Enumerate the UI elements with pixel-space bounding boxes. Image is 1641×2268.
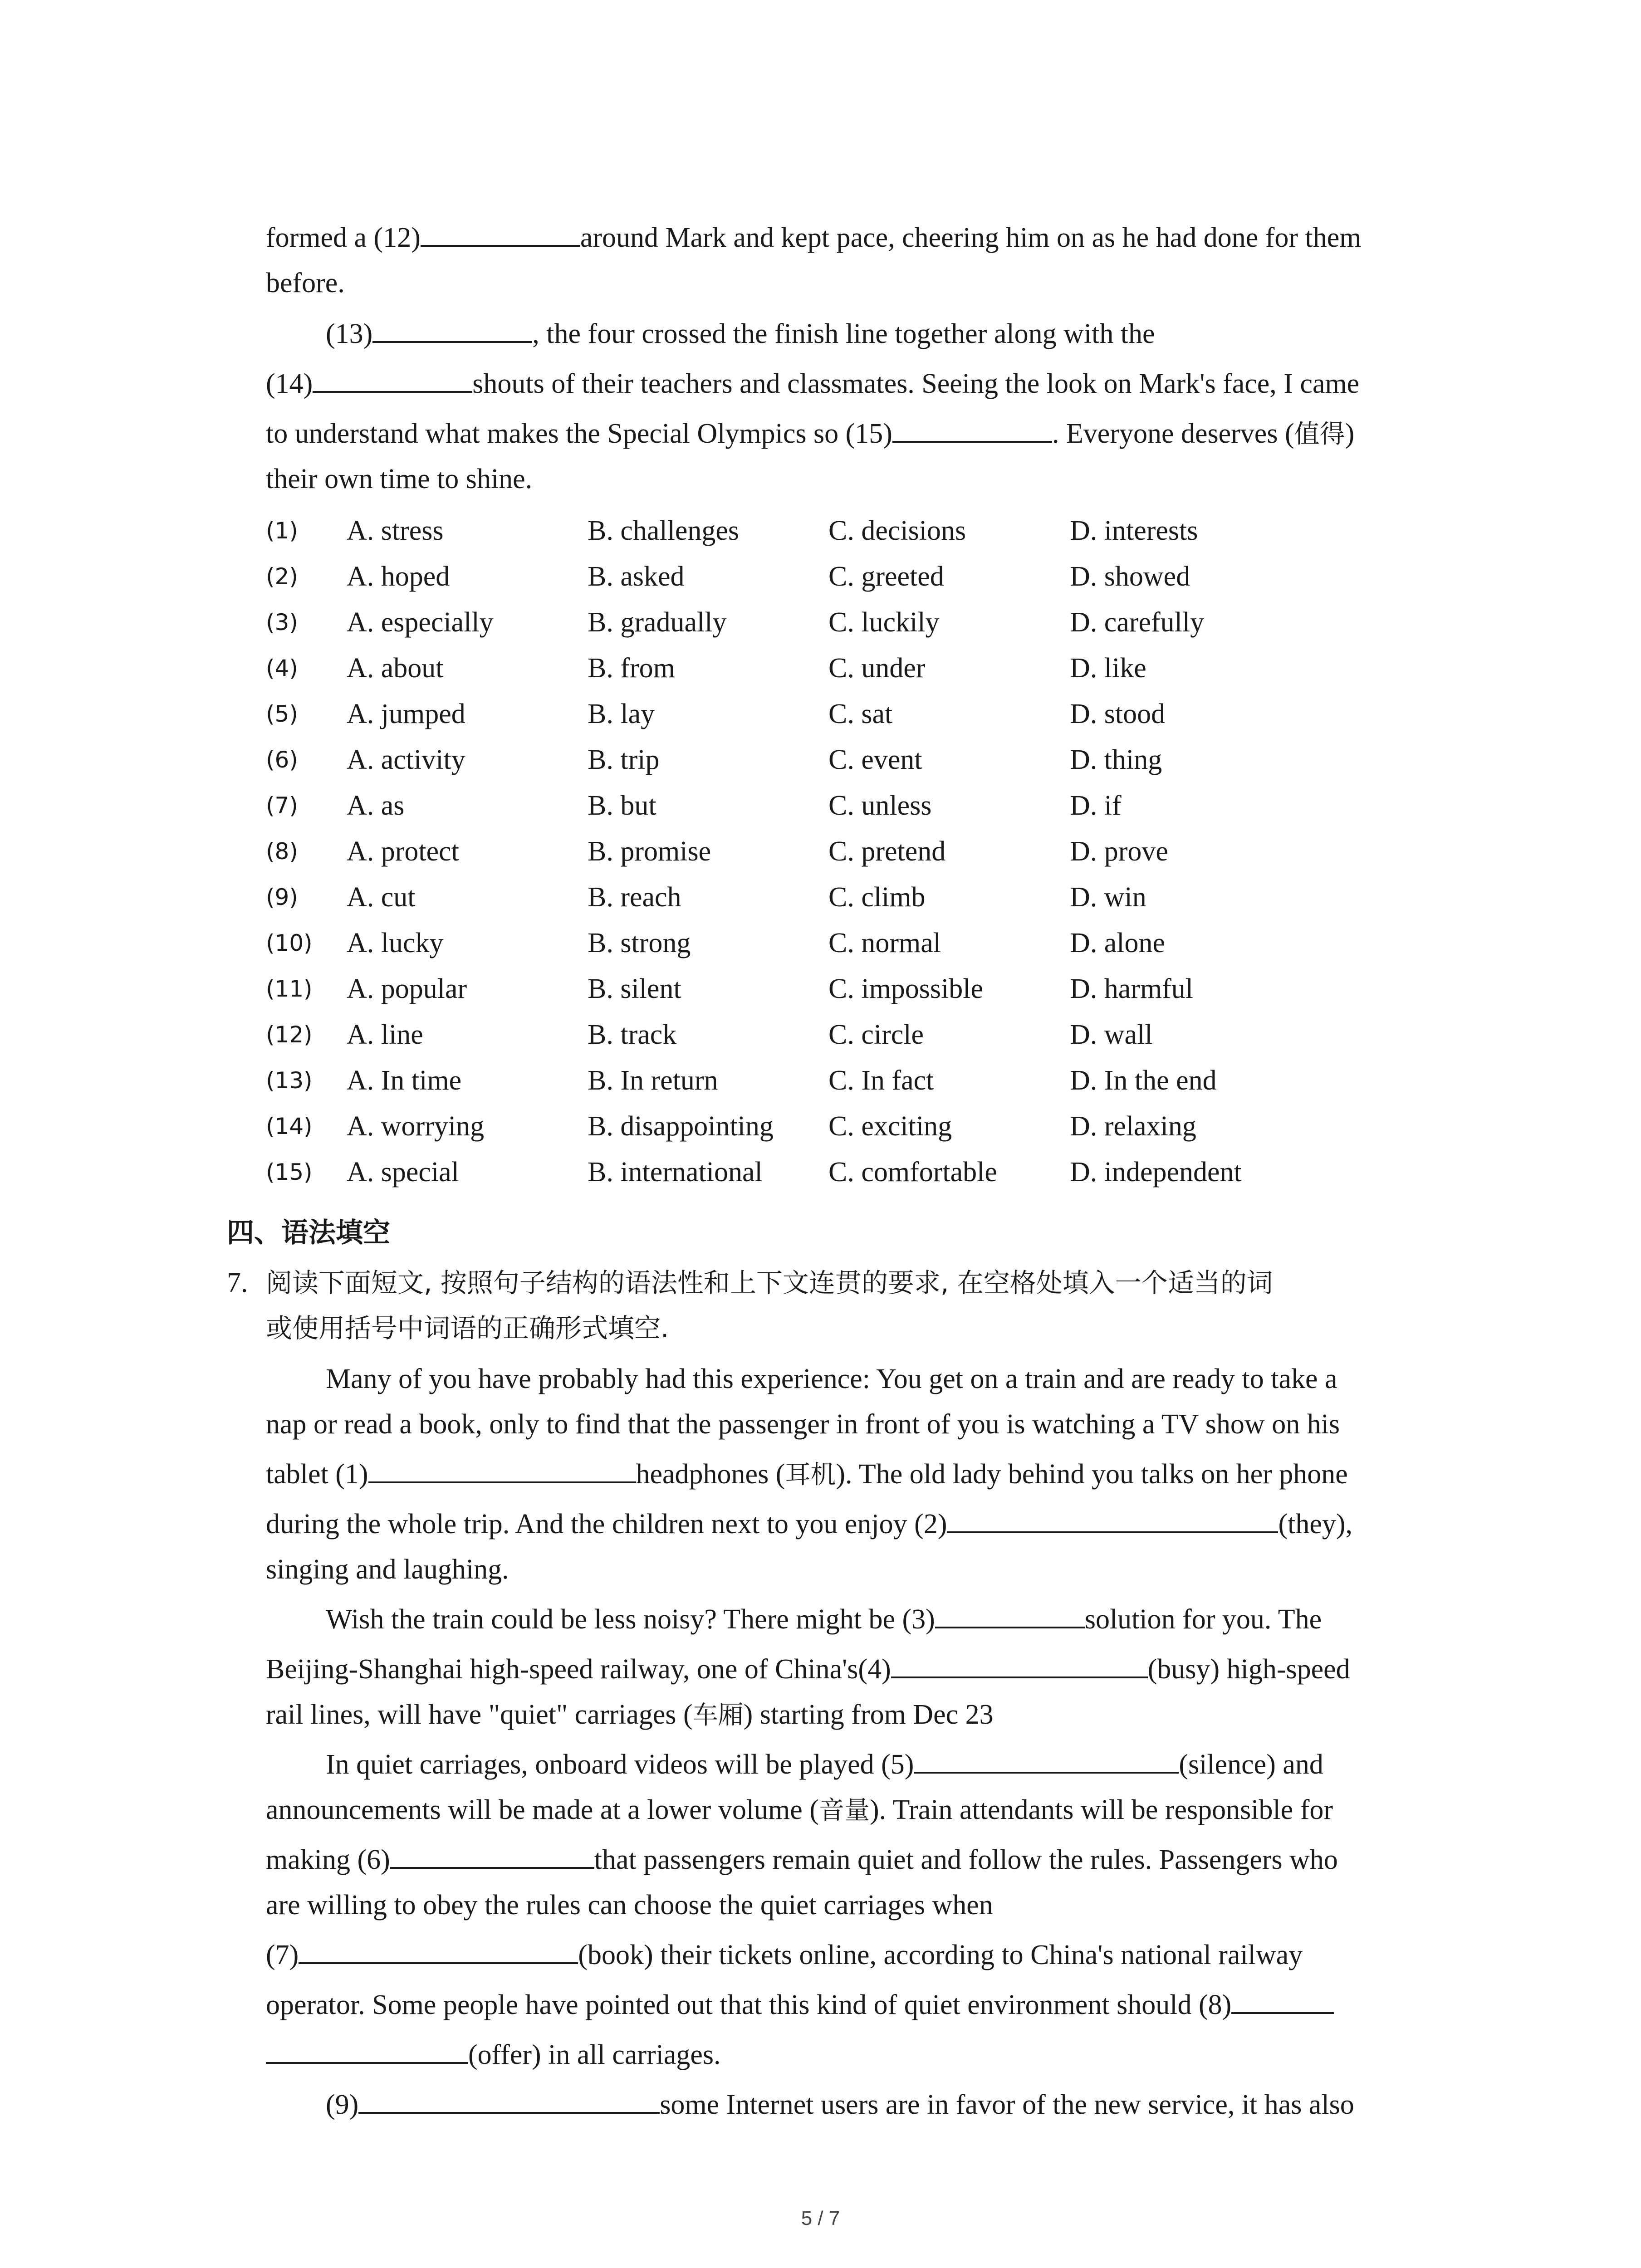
option-a[interactable]: A. jumped — [347, 699, 465, 729]
option-a[interactable]: A. hoped — [347, 561, 450, 592]
option-d[interactable]: D. harmful — [1070, 973, 1194, 1004]
option-number: (10) — [266, 930, 313, 956]
option-d[interactable]: D. like — [1070, 653, 1146, 684]
option-c[interactable]: C. circle — [828, 1019, 924, 1050]
passage2-line-10 — [266, 1787, 1445, 1833]
text: announcements will be made at a lower volume ( — [266, 1794, 819, 1825]
option-d[interactable]: D. win — [1070, 882, 1146, 913]
page-number: 5 / 7 — [801, 2207, 840, 2229]
chinese-gloss: 音量 — [818, 1796, 870, 1825]
text: ) starting from Dec 23 — [743, 1699, 994, 1730]
option-c[interactable]: C. sat — [828, 699, 893, 729]
passage2-line-15 — [266, 2032, 1445, 2077]
passage1-line-5 — [266, 411, 1445, 457]
text: In quiet carriages, onboard videos will be played (5) — [326, 1749, 914, 1780]
option-a[interactable]: A. worrying — [347, 1111, 485, 1142]
option-b[interactable]: B. silent — [588, 973, 681, 1004]
text: (7) — [266, 1940, 299, 1970]
option-b[interactable]: B. lay — [588, 699, 655, 729]
blank-13[interactable] — [372, 313, 532, 343]
instruction-line-1: 阅读下面短文, 按照句子结构的语法性和上下文连贯的要求, 在空格处填入一个适当的词 — [266, 1267, 1273, 1298]
option-row — [266, 554, 1491, 600]
option-b[interactable]: B. challenges — [588, 515, 740, 546]
text: (offer) in all carriages. — [468, 2039, 721, 2070]
option-d[interactable]: D. stood — [1070, 699, 1166, 729]
option-number: (6) — [266, 747, 298, 773]
text: some Internet users are in favor of the new service, it has also — [660, 2089, 1354, 2120]
option-row — [266, 508, 1491, 554]
option-c[interactable]: C. In fact — [828, 1065, 934, 1096]
text: ) — [1345, 418, 1355, 449]
text: (13) — [326, 318, 373, 349]
option-d[interactable]: D. if — [1070, 790, 1122, 821]
blank-2[interactable] — [947, 1503, 1278, 1533]
text: . Everyone deserves ( — [1052, 418, 1294, 449]
text: operator. Some people have pointed out that this kind of quiet environment should (8) — [266, 1989, 1232, 2020]
blank-3[interactable] — [935, 1598, 1085, 1628]
chinese-gloss: 耳机 — [785, 1460, 836, 1490]
option-b[interactable]: B. from — [588, 653, 675, 684]
option-number: (2) — [266, 563, 298, 590]
option-d[interactable]: D. wall — [1070, 1019, 1153, 1050]
text: making (6) — [266, 1844, 390, 1875]
text: , the four crossed the finish line together along with the — [532, 318, 1155, 349]
option-d[interactable]: D. thing — [1070, 744, 1162, 775]
section-title: 四、语法填空 — [227, 1217, 390, 1249]
option-d[interactable]: D. relaxing — [1070, 1111, 1196, 1142]
option-c[interactable]: C. exciting — [828, 1111, 952, 1142]
option-number: (7) — [266, 792, 298, 819]
option-b[interactable]: B. strong — [588, 928, 691, 958]
text: to understand what makes the Special Olympics so (15) — [266, 418, 892, 449]
option-row — [266, 920, 1491, 966]
passage1-line-4 — [266, 361, 1445, 406]
text: (silence) and — [1179, 1749, 1323, 1780]
option-row — [266, 600, 1491, 645]
passage2-line-5: singing and laughing. — [266, 1554, 509, 1585]
text: Wish the train could be less noisy? There might be (3) — [326, 1604, 935, 1635]
option-a[interactable]: A. line — [347, 1019, 423, 1050]
text: formed a (12) — [266, 222, 421, 253]
option-c[interactable]: C. normal — [828, 928, 941, 958]
passage2-line-13 — [266, 1932, 1445, 1978]
blank-8b[interactable] — [266, 2034, 468, 2064]
option-row — [266, 1104, 1491, 1149]
option-a[interactable]: A. lucky — [347, 928, 444, 958]
option-number: (3) — [266, 609, 298, 635]
options-table — [266, 508, 1491, 1195]
option-number: (1) — [266, 518, 298, 544]
blank-12[interactable] — [421, 217, 580, 247]
blank-1[interactable] — [368, 1453, 636, 1483]
option-number: (15) — [266, 1159, 313, 1185]
option-row — [266, 1058, 1491, 1104]
option-b[interactable]: B. In return — [588, 1065, 718, 1096]
option-c[interactable]: C. impossible — [828, 973, 984, 1004]
option-a[interactable]: A. stress — [347, 515, 444, 546]
option-b[interactable]: B. but — [588, 790, 656, 821]
passage2-line-3 — [266, 1452, 1445, 1498]
option-b[interactable]: B. disappointing — [588, 1111, 774, 1142]
option-a[interactable]: A. In time — [347, 1065, 462, 1096]
option-c[interactable]: C. comfortable — [828, 1157, 997, 1188]
option-d[interactable]: D. showed — [1070, 561, 1190, 592]
option-a[interactable]: A. protect — [347, 836, 459, 867]
text: (they), — [1278, 1509, 1353, 1540]
option-d[interactable]: D. In the end — [1070, 1065, 1217, 1096]
blank-4[interactable] — [891, 1648, 1148, 1678]
option-d[interactable]: D. alone — [1070, 928, 1166, 958]
blank-8a[interactable] — [1231, 1984, 1334, 2014]
text: (14) — [266, 368, 313, 399]
instruction-line-2: 或使用括号中词语的正确形式填空. — [266, 1313, 669, 1344]
question-number: 7. — [227, 1267, 248, 1298]
passage2-line-16 — [326, 2082, 1505, 2127]
passage2-line-6 — [326, 1597, 1505, 1642]
text: solution for you. The — [1084, 1604, 1322, 1635]
option-b[interactable]: B. promise — [588, 836, 711, 867]
option-c[interactable]: C. under — [828, 653, 926, 684]
option-number: (9) — [266, 884, 298, 910]
passage2-line-2: nap or read a book, only to find that the passenger in front of you is watching a TV show on his — [266, 1409, 1340, 1440]
text: tablet (1) — [266, 1459, 368, 1490]
option-row — [266, 737, 1491, 783]
passage1-line-3 — [326, 311, 1505, 357]
option-b[interactable]: B. asked — [588, 561, 685, 592]
option-number: (4) — [266, 655, 298, 681]
option-number: (12) — [266, 1022, 313, 1048]
text: rail lines, will have "quiet" carriages ( — [266, 1699, 693, 1730]
text: that passengers remain quiet and follow the rules. Passengers who — [594, 1844, 1338, 1875]
option-b[interactable]: B. international — [588, 1157, 763, 1188]
passage2-line-14 — [266, 1982, 1445, 2028]
blank-5[interactable] — [914, 1744, 1179, 1774]
blank-14[interactable] — [313, 363, 472, 393]
option-d[interactable]: D. prove — [1070, 836, 1168, 867]
passage2-line-4 — [266, 1501, 1445, 1547]
blank-7[interactable] — [299, 1934, 578, 1964]
option-b[interactable]: B. gradually — [588, 607, 727, 638]
option-c[interactable]: C. decisions — [828, 515, 966, 546]
option-row — [266, 645, 1491, 691]
option-number: (14) — [266, 1113, 313, 1139]
option-a[interactable]: A. special — [347, 1157, 459, 1188]
text: (9) — [326, 2089, 359, 2120]
passage2-line-8 — [266, 1692, 1445, 1738]
option-c[interactable]: C. greeted — [828, 561, 944, 592]
option-a[interactable]: A. activity — [347, 744, 465, 775]
option-row — [266, 783, 1491, 829]
option-row — [266, 1149, 1491, 1195]
blank-15[interactable] — [892, 413, 1052, 443]
option-a[interactable]: A. especially — [347, 607, 494, 638]
passage2-line-1: Many of you have probably had this experience: You get on a train and are ready to take a — [326, 1364, 1337, 1394]
option-c[interactable]: C. pretend — [828, 836, 946, 867]
option-row — [266, 829, 1491, 875]
text: during the whole trip. And the children next to you enjoy (2) — [266, 1509, 947, 1540]
option-c[interactable]: C. luckily — [828, 607, 940, 638]
option-c[interactable]: C. event — [828, 744, 922, 775]
chinese-gloss: 值得 — [1294, 420, 1345, 449]
text: (busy) high-speed — [1147, 1654, 1350, 1685]
option-b[interactable]: B. track — [588, 1019, 677, 1050]
option-row — [266, 1012, 1491, 1058]
passage1-line-6: their own time to shine. — [266, 464, 533, 494]
text: headphones ( — [636, 1459, 785, 1490]
option-a[interactable]: A. cut — [347, 882, 416, 913]
text: ). Train attendants will be responsible for — [869, 1794, 1333, 1825]
text: around Mark and kept pace, cheering him on as he had done for them — [580, 222, 1362, 253]
passage2-line-12: are willing to obey the rules can choose the quiet carriages when — [266, 1890, 993, 1921]
option-d[interactable]: D. interests — [1070, 515, 1198, 546]
option-c[interactable]: C. climb — [828, 882, 926, 913]
option-a[interactable]: A. as — [347, 790, 405, 821]
option-d[interactable]: D. independent — [1070, 1157, 1242, 1188]
passage1-line-1 — [266, 215, 1445, 260]
option-number: (11) — [266, 976, 313, 1002]
option-number: (8) — [266, 838, 298, 865]
passage2-line-9 — [326, 1742, 1505, 1787]
option-row — [266, 875, 1491, 920]
text: (book) their tickets online, according to China's national railway — [578, 1940, 1303, 1970]
option-a[interactable]: A. popular — [347, 973, 467, 1004]
option-row — [266, 966, 1491, 1012]
option-row — [266, 691, 1491, 737]
option-number: (5) — [266, 701, 298, 727]
option-b[interactable]: B. reach — [588, 882, 681, 913]
text: Beijing-Shanghai high-speed railway, one of China's(4) — [266, 1654, 891, 1685]
option-b[interactable]: B. trip — [588, 744, 660, 775]
text: ). The old lady behind you talks on her phone — [836, 1459, 1348, 1490]
passage2-line-11 — [266, 1837, 1445, 1882]
chinese-gloss: 车厢 — [692, 1701, 744, 1730]
passage1-line-2: before. — [266, 268, 345, 298]
text: shouts of their teachers and classmates. Seeing the look on Mark's face, I came — [472, 368, 1360, 399]
option-d[interactable]: D. carefully — [1070, 607, 1205, 638]
option-c[interactable]: C. unless — [828, 790, 932, 821]
option-number: (13) — [266, 1067, 313, 1094]
blank-6[interactable] — [390, 1839, 594, 1869]
option-a[interactable]: A. about — [347, 653, 444, 684]
passage2-line-7 — [266, 1647, 1445, 1692]
blank-9[interactable] — [358, 2084, 660, 2114]
